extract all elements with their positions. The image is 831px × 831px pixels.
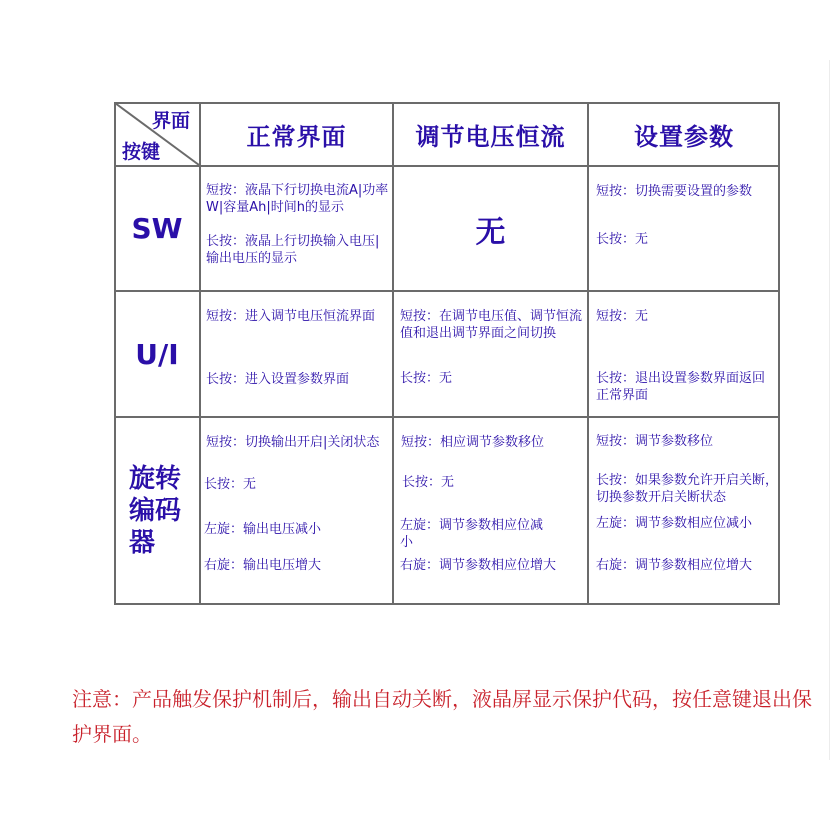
- row-label-sw: SW: [114, 166, 200, 291]
- grid-line: [114, 416, 780, 418]
- ui-adjust-long: 长按：无: [400, 371, 453, 386]
- grid-line: [114, 102, 116, 605]
- column-header-settings: 设置参数: [588, 102, 780, 166]
- cell-sw-normal: [200, 166, 393, 291]
- cell-encoder-settings: [588, 417, 780, 605]
- column-header-adjust: 调节电压恒流: [393, 102, 588, 166]
- sw-normal-long: 长按：液晶上行切换输入电压|输出电压的显示: [206, 234, 380, 266]
- encoder-normal-long: 长按：无: [204, 477, 257, 492]
- encoder-normal-left: 左旋：输出电压减小: [204, 522, 322, 537]
- column-header-normal: 正常界面: [200, 102, 393, 166]
- ui-settings-short: 短按：无: [596, 309, 649, 324]
- encoder-adjust-left: 左旋：调节参数相应位减小: [400, 518, 544, 550]
- grid-line: [778, 102, 780, 605]
- cell-ui-settings: [588, 291, 780, 417]
- sw-settings-long: 长按：无: [596, 232, 649, 247]
- encoder-settings-right: 右旋：调节参数相应位增大: [596, 558, 753, 573]
- grid-line: [114, 165, 780, 167]
- cell-sw-adjust: 无: [393, 166, 588, 291]
- corner-label-key: 按键: [122, 141, 161, 163]
- right-edge-divider: [829, 60, 830, 760]
- grid-line: [114, 603, 780, 605]
- cell-ui-adjust: [393, 291, 588, 417]
- ui-adjust-short: 短按：在调节电压值、调节恒流值和退出调节界面之间切换: [400, 309, 583, 341]
- sw-normal-short: 短按：液晶下行切换电流A|功率W|容量Ah|时间h的显示: [206, 183, 389, 215]
- sw-settings-short: 短按：切换需要设置的参数: [596, 184, 753, 199]
- ui-normal-short: 短按：进入调节电压恒流界面: [206, 309, 376, 324]
- ui-normal-long: 长按：进入设置参数界面: [206, 372, 350, 387]
- row-label-ui: U/I: [114, 291, 200, 417]
- grid-line: [392, 102, 394, 605]
- row-label-rotary-encoder: 旋转编码器: [114, 417, 200, 605]
- corner-label-interface: 界面: [152, 110, 191, 132]
- ui-settings-long: 长按：退出设置参数界面返回正常界面: [596, 371, 766, 403]
- protection-note: 注意：产品触发保护机制后，输出自动关断，液晶屏显示保护代码，按任意键退出保护界面。: [72, 687, 812, 746]
- encoder-adjust-long: 长按：无: [402, 475, 455, 490]
- grid-line: [587, 102, 589, 605]
- cell-encoder-normal: [200, 417, 393, 605]
- encoder-adjust-right: 右旋：调节参数相应位增大: [400, 558, 557, 573]
- corner-header-cell: [114, 102, 200, 166]
- encoder-settings-long: 长按：如果参数允许开启关断，切换参数开启关断状态: [596, 473, 779, 505]
- encoder-adjust-short: 短按：相应调节参数移位: [401, 435, 545, 450]
- encoder-settings-left: 左旋：调节参数相应位减小: [596, 516, 753, 531]
- cell-sw-settings: [588, 166, 780, 291]
- grid-line: [114, 290, 780, 292]
- encoder-normal-right: 右旋：输出电压增大: [204, 558, 322, 573]
- encoder-settings-short: 短按：调节参数移位: [596, 434, 714, 449]
- key-function-table: [114, 102, 780, 605]
- encoder-normal-short: 短按：切换输出开启|关闭状态: [206, 435, 380, 450]
- cell-ui-normal: [200, 291, 393, 417]
- grid-line: [114, 102, 780, 104]
- cell-encoder-adjust: [393, 417, 588, 605]
- grid-line: [199, 102, 201, 605]
